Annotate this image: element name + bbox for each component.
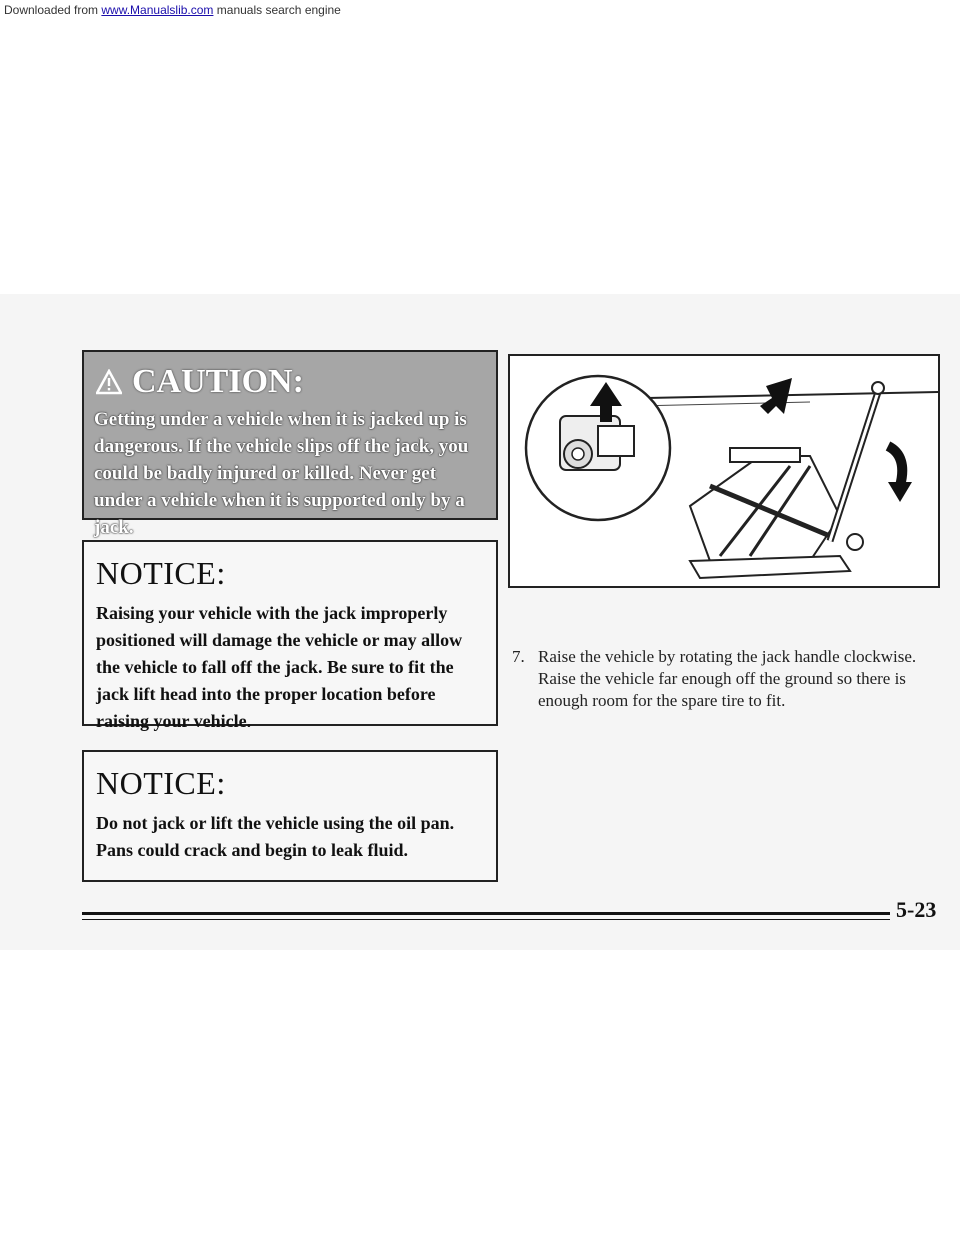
step-text: Raise the vehicle by rotating the jack handle clockwise. Raise the vehicle far enough off the ground so there is enough room for the spare tire to fit. [538, 647, 917, 710]
jack-illustration [508, 354, 940, 588]
notice-title: NOTICE: [96, 765, 226, 801]
notice-box-jack-position [82, 540, 498, 731]
caution-box [82, 350, 498, 538]
caution-title: CAUTION: [132, 363, 304, 400]
notice-box-oil-pan [82, 750, 498, 882]
warning-triangle-icon [96, 369, 122, 395]
manualslib-link[interactable]: www.Manualslib.com [101, 3, 214, 17]
page-number: 5-23 [896, 897, 937, 922]
clockwise-arrow-icon [888, 446, 902, 486]
banner-suffix: manuals search engine [213, 3, 341, 17]
step-number: 7. [512, 647, 525, 666]
notice-text: Do not jack or lift the vehicle using the oil pan. Pans could crack and begin to leak fluid. [96, 813, 455, 860]
caution-heading [96, 360, 486, 404]
footer-rule-thin [82, 919, 890, 920]
manual-page [0, 294, 960, 950]
notice-title: NOTICE: [96, 555, 226, 591]
caution-text: Getting under a vehicle when it is jacked up is dangerous. If the vehicle slips off the jack, you could be badly injured or killed. Never get under a vehicle when it is supported only by a jack. [94, 409, 469, 538]
download-banner [0, 0, 960, 20]
scissor-jack-drawing [510, 356, 938, 586]
notice-text: Raising your vehicle with the jack improperly positioned will damage the vehicle or may allow the vehicle to fall off the jack. Be sure to fit the jack lift head into the proper location before raising your vehicle. [96, 603, 463, 731]
footer-rule-thick [82, 912, 890, 915]
banner-prefix: Downloaded from [4, 3, 102, 17]
step-7 [512, 646, 922, 712]
